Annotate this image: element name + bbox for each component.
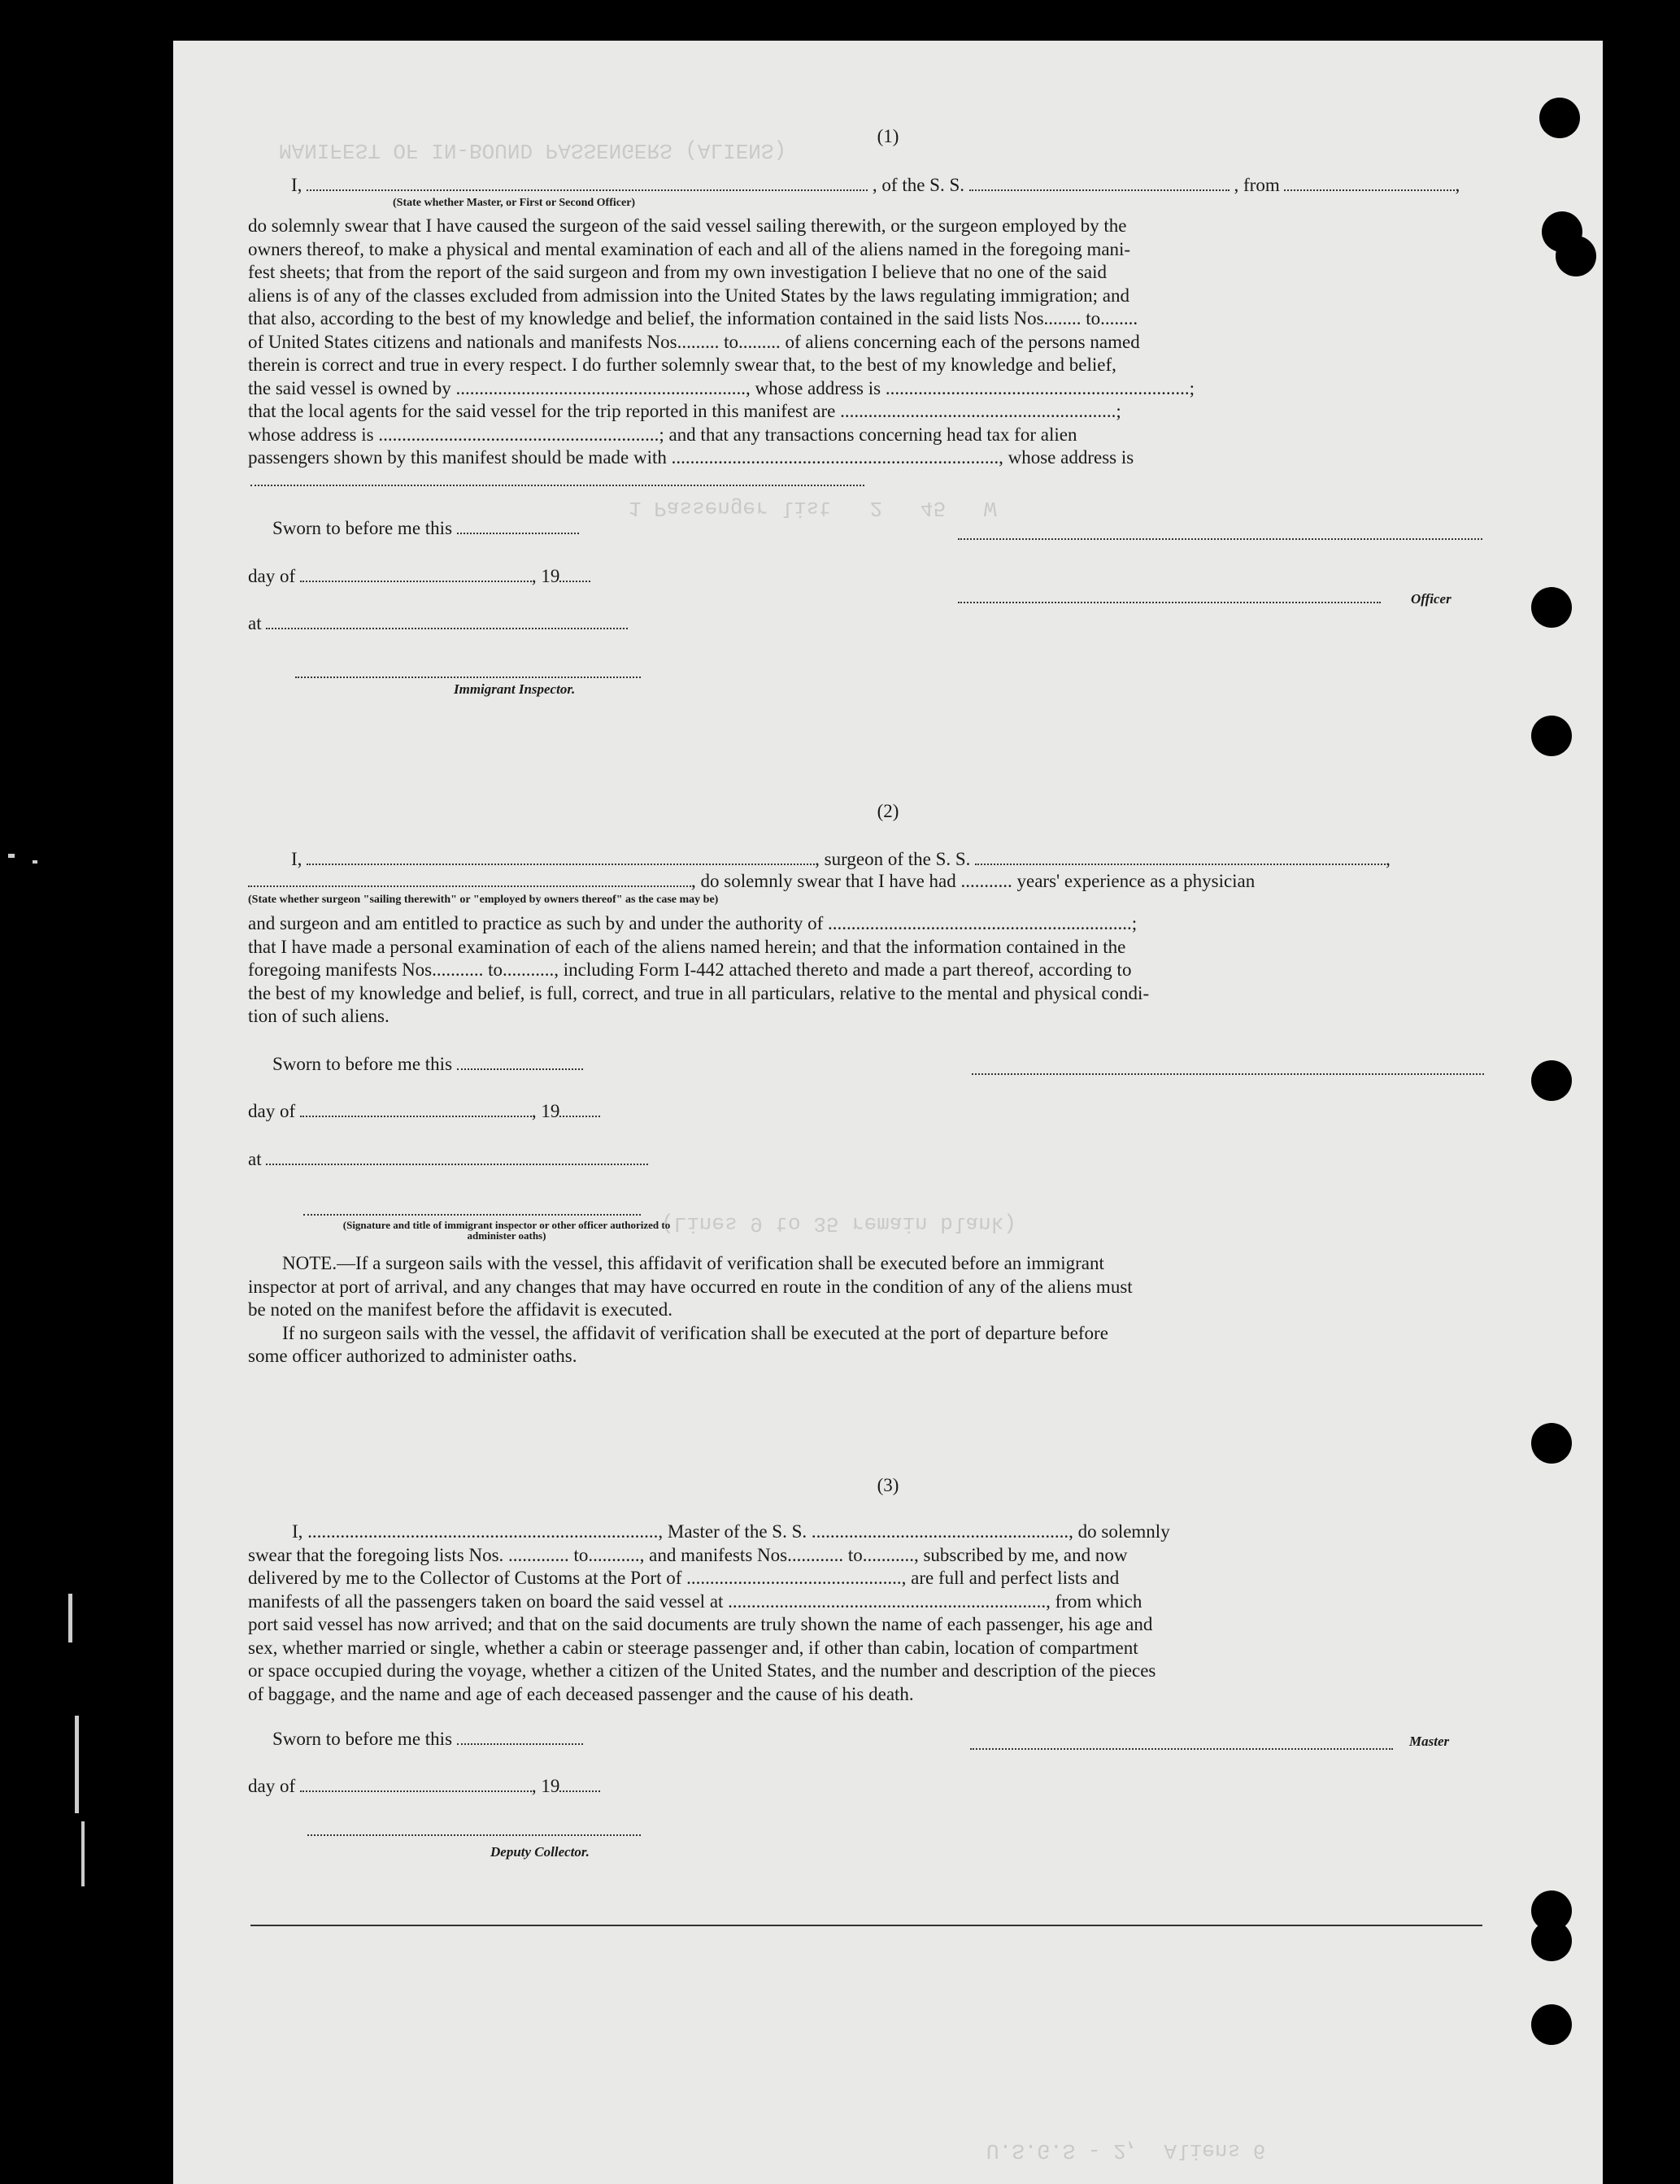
bleed-through-texture: (Lines 9 to 35 remain blank) [661,1212,1016,1236]
inspector-signature-line[interactable] [303,1214,641,1216]
surgeon-of-label: , surgeon of the S. S. [815,849,971,869]
note-line: If no surgeon sails with the vessel, the affidavit of verification shall be executed at the port of departure before [282,1322,1108,1343]
oath-line: swear that the foregoing lists Nos. ............. to..........., and manifests Nos............ to..........., subscribed by me, and now [248,1544,1128,1565]
punch-hole [1531,1921,1572,1961]
signature-caption: (Signature and title of immigrant inspector or other officer authorized to administer oaths) [342,1219,671,1242]
oath-line: manifests of all the passengers taken on board the said vessel at ...................................................................., from which [248,1590,1142,1612]
oath-line: aliens is of any of the classes excluded from admission into the United States by the laws regulating immigration; and [248,285,1129,306]
sworn-day-field[interactable] [457,1743,583,1745]
surgeon-type-field[interactable] [248,885,691,887]
bottom-rule [250,1925,1482,1926]
oath-line: I, ..........................................................................., Master of the S. S. ......................................................., do solemnly [292,1521,1170,1542]
bleed-through-texture: 1 Passenger list 2 45 W [629,496,997,520]
from-label: , from [1234,175,1280,195]
scan-speck [75,1716,79,1813]
oath-line: that the local agents for the said vessel for the trip reported in this manifest are ...........................................................; [248,401,1121,421]
note-line: some officer authorized to administer oaths. [248,1346,577,1366]
deputy-collector-label: Deputy Collector. [490,1844,590,1860]
punch-hole [1531,716,1572,756]
of-ss-label: , of the S. S. [872,175,965,195]
oath-line: the said vessel is owned by .............................................................., whose address is .................................................................; [248,377,1195,398]
oath-line: fest sheets; that from the report of the said surgeon and from my own investigation I believe that no one of the said [248,262,1108,282]
sworn-line-2 [272,1053,583,1076]
day-of-line-2 [248,1100,600,1123]
at-line-2 [248,1148,648,1171]
oath-line: owners thereof, to make a physical and mental examination of each and all of the aliens named in the foregoing mani- [248,238,1131,259]
surgeon-name-field[interactable] [307,864,815,865]
at-label: at [248,613,262,633]
rank-caption: (State whether Master, or First or Second Officer) [393,197,636,209]
oath-line: port said vessel has now arrived; and that on the said documents are truly shown the name of each passenger, his age and [248,1614,1153,1634]
sworn-label: Sworn to before me this [272,1054,453,1074]
signature-line[interactable] [958,538,1482,540]
at-line-1 [248,612,628,635]
oath-line: delivered by me to the Collector of Customs at the Port of .............................................., are full and perfect lists and [248,1568,1120,1588]
punch-hole [1531,1423,1572,1464]
section-1-i: I, , of the S. S. , from , [291,175,1460,195]
day-of-line-1 [248,565,590,588]
scan-speck [68,1594,72,1642]
oath-line: and surgeon and am entitled to practice as such by and under the authority of .................................................................; [248,913,1138,933]
section-3-number: (3) [877,1475,899,1495]
section-2-swear [248,870,1255,893]
year-field[interactable] [559,1790,600,1792]
oath-line: the best of my knowledge and belief, is full, correct, and true in all particulars, relative to the mental and physical condi- [248,982,1150,1003]
section-2-i: I, , surgeon of the S. S. , [291,849,1391,869]
section-2-oath-text [248,912,1484,1029]
note-line: be noted on the manifest before the affidavit is executed. [248,1299,672,1320]
vessel-name-field[interactable] [969,189,1230,191]
oath-line: of United States citizens and nationals and manifests Nos......... to......... of aliens concerning each of the persons named [248,331,1140,352]
form-sheet [173,41,1603,2184]
at-place-field[interactable] [266,628,628,629]
year-field[interactable] [559,1116,600,1117]
oath-line: or space occupied during the voyage, whether a citizen of the United States, and the number and description of the pieces [248,1660,1156,1681]
section-3-oath-text [248,1521,1484,1706]
officer-label: Officer [1411,591,1452,607]
oath-line: whose address is ............................................................; and that any transactions concerning head tax for alien [248,424,1077,445]
officer-signature-line[interactable] [958,602,1381,603]
i-label: I, [291,849,302,869]
at-label: at [248,1149,262,1169]
day-of-line-3 [248,1775,600,1798]
deputy-signature-line[interactable] [307,1834,641,1836]
oath-line: do solemnly swear that I have caused the surgeon of the said vessel sailing therewith, or the surgeon employed by the [248,215,1127,236]
sworn-label: Sworn to before me this [272,518,453,538]
scan-speck [81,1821,85,1886]
punch-hole [1556,236,1596,276]
section-1-number: (1) [877,126,899,146]
sworn-day-field[interactable] [457,533,579,534]
year-prefix: , 19 [531,566,560,586]
inspector-label: Immigrant Inspector. [454,681,576,697]
surgeon-type-caption: (State whether surgeon "sailing therewith" or "employed by owners thereof" as the case may be) [248,894,719,906]
punch-hole [1531,1060,1572,1101]
year-prefix: , 19 [531,1101,560,1121]
month-field[interactable] [300,1116,532,1117]
punch-hole [1531,2004,1572,2045]
master-label: Master [1409,1734,1450,1749]
sworn-label: Sworn to before me this [272,1729,453,1749]
oath-line: that also, according to the best of my knowledge and belief, the information contained in the said lists Nos........ to........ [248,308,1138,328]
section-1-oath-text [248,215,1484,470]
section-2-number: (2) [877,801,899,821]
day-of-label: day of [248,566,296,586]
day-of-label: day of [248,1101,296,1121]
scan-speck [33,860,37,864]
note-line: inspector at port of arrival, and any changes that may have occurred en route in the condition of any of the aliens must [248,1276,1133,1297]
month-field[interactable] [300,581,532,582]
year-prefix: , 19 [531,1776,560,1796]
oath-line: sex, whether married or single, whether a cabin or steerage passenger and, if other than cabin, location of compartment [248,1637,1138,1658]
sworn-line-3 [272,1728,583,1751]
address-continuation-line[interactable] [250,485,864,486]
from-port-field[interactable] [1284,189,1455,191]
year-field[interactable] [559,581,590,582]
month-field[interactable] [300,1790,532,1792]
vessel-name-field[interactable] [975,864,1386,865]
oath-line: passengers shown by this manifest should be made with ......................................................................, whose address is [248,447,1134,468]
at-place-field[interactable] [266,1164,648,1165]
surgeon-signature-line[interactable] [972,1073,1484,1075]
bleed-through-texture: MANIFEST OF IN-BOUND PASSENGERS (ALIENS) [279,138,787,163]
oath-line: foregoing manifests Nos........... to..........., including Form I-442 attached thereto and made a part thereof, according to [248,959,1132,980]
punch-hole [1531,587,1572,628]
officer-name-field[interactable] [307,189,868,191]
oath-line: of baggage, and the name and age of each deceased passenger and the cause of his death. [248,1683,914,1704]
note-line: NOTE.—If a surgeon sails with the vessel, this affidavit of verification shall be executed before an immigrant [282,1253,1104,1273]
scan-speck [8,854,15,858]
oath-line: tion of such aliens. [248,1006,390,1026]
master-signature-line[interactable] [970,1748,1393,1750]
oath-line: therein is correct and true in every respect. I do further solemnly swear that, to the best of my knowledge and belief, [248,355,1116,375]
oath-line: that I have made a personal examination of each of the aliens named herein; and that the information contained in the [248,936,1126,957]
sworn-day-field[interactable] [457,1068,583,1070]
section-2-note [248,1252,1484,1368]
inspector-signature-line[interactable] [295,677,641,678]
day-of-label: day of [248,1776,296,1796]
bleed-through-texture: U.S.G.S - 2, Aliens 6 [986,2138,1266,2163]
i-label: I, [291,175,302,195]
swear-text: , do solemnly swear that I have had ........... years' experience as a physician [691,871,1256,891]
sworn-line-1 [272,517,579,540]
